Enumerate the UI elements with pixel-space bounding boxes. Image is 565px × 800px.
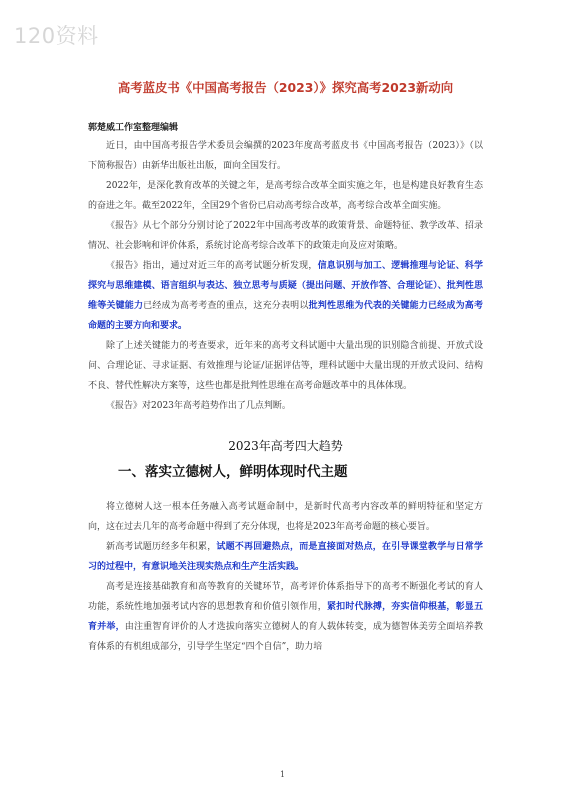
paragraph-education-link — [88, 577, 483, 657]
paragraph-hot-topics — [88, 537, 483, 577]
paragraph-judgment: 《报告》对2023年高考趋势作出了几点判断。 — [106, 401, 291, 411]
highlight-hot-topics: 试题不再回避热点，而是直接面对热点，在引导课堂教学与日常学习的过程中，有意识地关注现实热点和生产生活实践。 — [88, 542, 483, 572]
paragraph-report-parts: 《报告》从七个部分分别讨论了2022年中国高考改革的政策背景、命题特征、教学改革、招录情况、社会影响和评价体系，系统讨论高考综合改革下的政策走向及应对策略。 — [88, 221, 483, 251]
paragraph-key-abilities — [88, 256, 483, 336]
page-number: 1 — [279, 770, 286, 779]
trends-heading: 2023年高考四大趋势 — [228, 439, 343, 453]
watermark: 120资料 — [14, 24, 99, 48]
text-run: 由注重智育评价的人才选拔向落实立德树人的育人载体转变，成为德智体美劳全面培养教育体系的有机组成部分，引导学生坚定“四个自信”，助力培 — [88, 622, 483, 652]
document-page — [88, 78, 483, 657]
author-line: 郭楚威工作室整理编辑 — [88, 123, 179, 133]
text-run: 新高考试题历经多年积累， — [106, 542, 217, 552]
paragraph-examples: 除了上述关键能力的考查要求，近年来的高考文科试题中大量出现的识别隐含前提、开放式设问、合理论证、寻求证据、有效推理与论证/证据评估等，理科试题中大量出现的开放式设问、结构不良、替代性解决方案等，这些也都是批判性思维在高考命题改革中的具体体现。 — [88, 341, 483, 391]
text-run: 已经成为高考考查的重点，这充分表明以 — [143, 301, 309, 311]
text-run: 《报告》指出，通过对近三年的高考试题分析发现， — [106, 261, 318, 271]
paragraph-lide-shuren: 将立德树人这一根本任务融入高考试题命制中，是新时代高考内容改革的鲜明特征和坚定方向，这在过去几年的高考命题中得到了充分体现，也将是2023年高考命题的核心要旨。 — [88, 502, 483, 532]
highlight-times: 紧扣时代脉搏，夯实信仰根基，彰显五育并举， — [88, 602, 483, 632]
highlight-key-abilities: 信息识别与加工、逻辑推理与论证、科学探究与思维建模、语言组织与表达、独立思考与质疑（提出问题、开放作答、合理论证）、批判性思维等关键能力 — [88, 261, 483, 311]
text-run: 高考是连接基础教育和高等教育的关键环节，高考评价体系指导下的高考不断强化考试的育人功能，系统性地加强考试内容的思想教育和价值引领作用， — [88, 582, 483, 612]
paragraph-intro: 近日，由中国高考报告学术委员会编撰的2023年度高考蓝皮书《中国高考报告（2023）》（以下简称报告）由新华出版社出版，面向全国发行。 — [88, 141, 483, 171]
section-heading: 一、落实立德树人，鲜明体现时代主题 — [118, 464, 348, 480]
document-title: 高考蓝皮书《中国高考报告（2023）》探究高考2023新动向 — [117, 80, 454, 95]
highlight-critical-thinking: 批判性思维为代表的关键能力已经成为高考命题的主要方向和要求。 — [88, 301, 483, 331]
paragraph-2022: 2022年，是深化教育改革的关键之年，是高考综合改革全面实施之年，也是构建良好教育生态的奋进之年。截至2022年，全国29个省份已启动高考综合改革，高考综合改革全面实施。 — [88, 181, 483, 211]
